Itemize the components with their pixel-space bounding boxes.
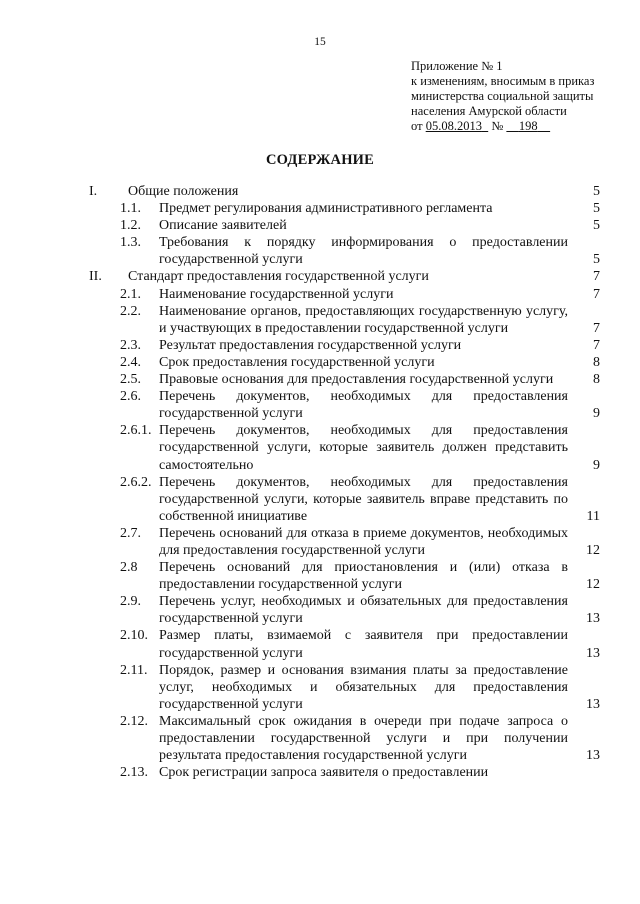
toc-entry bbox=[0, 662, 640, 713]
toc-entry-title: Стандарт предоставления государственной услуги bbox=[128, 269, 429, 285]
order-from-label: от bbox=[411, 119, 423, 133]
toc-entry-page: 12 bbox=[586, 542, 600, 558]
toc-entry-page: 5 bbox=[593, 184, 600, 199]
toc-entry-title: Общие положения bbox=[128, 184, 239, 199]
toc-entry bbox=[0, 183, 640, 200]
toc-entry-number: 2.3. bbox=[120, 337, 141, 353]
appendix-line-1: Приложение № 1 bbox=[411, 59, 503, 73]
toc-entry-title: Перечень документов, необходимых для предоставления государственной услуги, которые заявитель должен представить самостоятельно bbox=[159, 423, 568, 473]
toc-entry-page: 13 bbox=[586, 748, 600, 764]
toc-entry bbox=[0, 627, 640, 661]
page-number: 15 bbox=[314, 36, 326, 48]
toc-entry bbox=[0, 337, 640, 354]
toc-entry-title: Требования к порядку информирования о предоставлении государственной услуги bbox=[159, 235, 568, 268]
toc-entry-number: II. bbox=[89, 269, 102, 285]
contents-title: СОДЕРЖАНИЕ bbox=[265, 152, 375, 168]
toc-entry-title: Срок регистрации запроса заявителя о предоставлении bbox=[159, 765, 489, 781]
toc-entry-title: Перечень услуг, необходимых и обязательных для предоставления государственной услуги bbox=[159, 594, 568, 627]
toc-entry-page: 13 bbox=[586, 645, 600, 661]
toc-entry-number: 2.2. bbox=[120, 303, 141, 319]
toc-entry-title: Перечень документов, необходимых для предоставления государственной услуги bbox=[159, 389, 568, 422]
toc-entry bbox=[0, 234, 640, 268]
toc-entry bbox=[0, 525, 640, 559]
toc-entry bbox=[0, 593, 640, 627]
toc-entry-number: 2.9. bbox=[120, 594, 141, 610]
appendix-line-3: министерства социальной защиты bbox=[411, 89, 594, 103]
toc-entry-number: 2.6. bbox=[120, 389, 141, 405]
toc-entry-page: 11 bbox=[586, 508, 600, 524]
toc-entry-page: 13 bbox=[586, 611, 600, 627]
toc-entry-number: 2.11. bbox=[120, 662, 148, 678]
toc-entry-page: 8 bbox=[593, 354, 600, 370]
toc-entry-title: Наименование органов, предоставляющих государственную услугу, и участвующих в предоставлении государственной услуги bbox=[159, 303, 568, 336]
toc-entry-number: 2.4. bbox=[120, 354, 141, 370]
toc-entry-number: 2.8 bbox=[120, 560, 138, 576]
toc-entry-title: Предмет регулирования административного регламента bbox=[159, 201, 493, 217]
toc-entry bbox=[0, 286, 640, 303]
toc-entry bbox=[0, 388, 640, 422]
toc-entry-number: 2.10. bbox=[120, 628, 148, 644]
appendix-line-2: к изменениям, вносимым в приказ bbox=[411, 74, 595, 88]
toc-entry-page: 13 bbox=[586, 696, 600, 712]
toc-entry bbox=[0, 371, 640, 388]
toc-entry bbox=[0, 713, 640, 764]
toc-entry-title: Перечень оснований для приостановления и (или) отказа в предоставлении государственной услуги bbox=[159, 560, 568, 593]
toc-entry bbox=[0, 268, 640, 285]
toc-entry-number: 1.1. bbox=[120, 201, 141, 217]
toc-entry bbox=[0, 354, 640, 371]
toc-entry-number: 2.6.1. bbox=[120, 423, 152, 439]
toc-entry-number: 2.13. bbox=[120, 765, 148, 781]
toc-entry-number: 2.5. bbox=[120, 372, 141, 388]
appendix-order-line bbox=[411, 119, 594, 134]
toc-entry bbox=[0, 764, 640, 781]
toc-entry-page: 12 bbox=[586, 577, 600, 593]
toc-entry-title: Порядок, размер и основания взимания платы за предоставление услуг, необходимых и обязательных для предоставления государственной услуги bbox=[159, 662, 568, 712]
toc-entry bbox=[0, 217, 640, 234]
toc-entry-number: 2.7. bbox=[120, 525, 141, 541]
order-number: 198 bbox=[518, 119, 538, 133]
toc-entry-title: Перечень оснований для отказа в приеме документов, необходимых для предоставления государственной услуги bbox=[159, 525, 568, 558]
toc-entry bbox=[0, 303, 640, 337]
toc-entry bbox=[0, 474, 640, 525]
toc-entry-page: 7 bbox=[593, 286, 600, 302]
appendix-line-4: населения Амурской области bbox=[411, 104, 567, 118]
table-of-contents bbox=[0, 183, 640, 781]
toc-entry-page: 7 bbox=[593, 320, 600, 336]
toc-entry-title: Описание заявителей bbox=[159, 218, 287, 234]
toc-entry-page: 9 bbox=[593, 406, 600, 422]
toc-entry-title: Результат предоставления государственной услуги bbox=[159, 337, 462, 353]
appendix-header bbox=[411, 59, 594, 134]
toc-entry-title: Перечень документов, необходимых для предоставления государственной услуги, которые заявитель вправе представить по собственной инициативе bbox=[159, 474, 568, 524]
toc-entry-title: Срок предоставления государственной услуги bbox=[159, 354, 435, 370]
toc-entry bbox=[0, 200, 640, 217]
toc-entry-number: 1.3. bbox=[120, 235, 141, 251]
toc-entry-number: 1.2. bbox=[120, 218, 141, 234]
toc-entry-title: Максимальный срок ожидания в очереди при подаче запроса о предоставлении государственной услуги и при получении результата предоставления государственной услуги bbox=[159, 713, 568, 764]
toc-entry-number: 2.1. bbox=[120, 286, 141, 302]
toc-entry-number: 2.12. bbox=[120, 713, 148, 729]
toc-entry-page: 9 bbox=[593, 457, 600, 473]
toc-entry-title: Размер платы, взимаемой с заявителя при предоставлении государственной услуги bbox=[159, 628, 568, 661]
order-number-label: № bbox=[491, 119, 504, 133]
toc-entry-page: 5 bbox=[593, 201, 600, 217]
toc-entry-title: Правовые основания для предоставления государственной услуги bbox=[159, 372, 554, 388]
order-date: 05.08.2013 bbox=[425, 119, 482, 133]
toc-entry bbox=[0, 559, 640, 593]
toc-entry-page: 5 bbox=[593, 218, 600, 234]
toc-entry-number: 2.6.2. bbox=[120, 474, 152, 490]
toc-entry bbox=[0, 422, 640, 473]
toc-entry-number: I. bbox=[89, 184, 98, 199]
toc-entry-page: 7 bbox=[593, 269, 600, 285]
toc-entry-page: 5 bbox=[593, 252, 600, 268]
toc-entry-page: 7 bbox=[593, 337, 600, 353]
toc-entry-page: 8 bbox=[593, 372, 600, 388]
toc-entry-title: Наименование государственной услуги bbox=[159, 286, 394, 302]
